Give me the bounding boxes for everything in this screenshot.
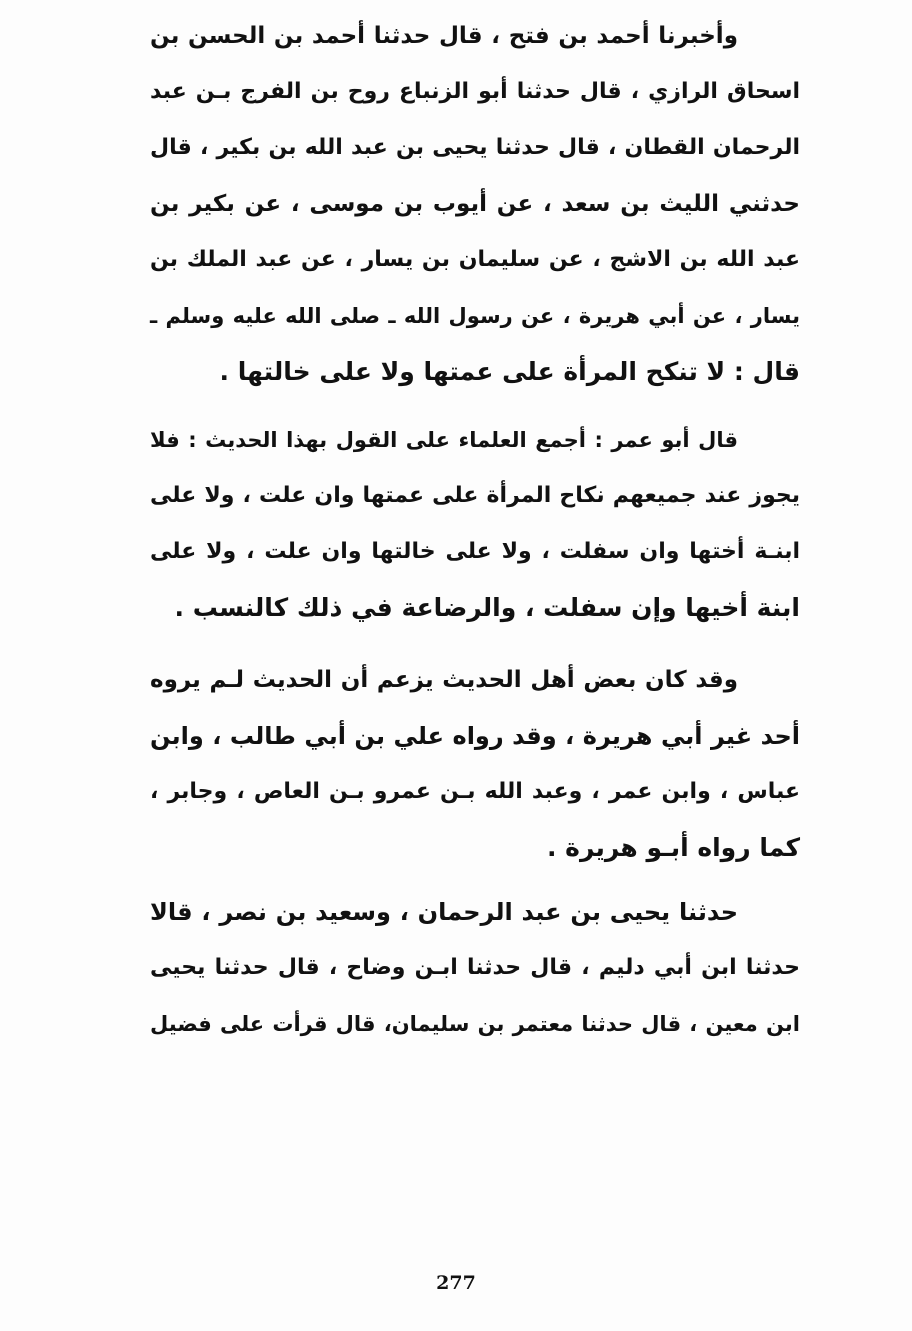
paragraph-hadith-chain (150, 8, 800, 400)
text-line: ابنـة أختها وان سفلت ، ولا على خالتها وان علت ، ولا على (150, 539, 800, 564)
text-line: يسار ، عن أبي هريرة ، عن رسول الله ـ صلى الله عليه وسلم ـ (150, 304, 800, 328)
text-line: يجوز عند جميعهم نكاح المرأة على عمتها وان علت ، ولا على (150, 483, 800, 508)
text-line: الرحمان القطان ، قال حدثنا يحيى بن عبد الله بن بكير ، قال (150, 135, 800, 160)
text-line: وأخبرنا أحمد بن فتح ، قال حدثنا أحمد بن الحسن بن (150, 23, 738, 49)
text-line: كما رواه أبـو هريرة . (546, 833, 800, 862)
text-line: ابنة أخيها وإن سفلت ، والرضاعة في ذلك كالنسب . (174, 593, 800, 622)
text-line: عباس ، وابن عمر ، وعبد الله بـن عمرو بـن العاص ، وجابر ، (150, 779, 800, 804)
text-line: ابن معين ، قال حدثنا معتمر بن سليمان، قال قرأت على فضيل (150, 1012, 800, 1036)
text-line: عبد الله بن الاشج ، عن سليمان بن يسار ، عن عبد الملك بن (150, 247, 800, 272)
text-line: قال : لا تنكح المرأة على عمتها ولا على خالتها . (219, 357, 800, 386)
paragraph-second-chain (150, 884, 800, 1052)
text-line: حدثنا ابن أبي دليم ، قال حدثنا ابـن وضاح ، قال حدثنا يحيى (150, 955, 800, 980)
paragraph-consensus (150, 412, 800, 636)
text-line: أحد غير أبي هريرة ، وقد رواه علي بن أبي طالب ، وابن (150, 722, 800, 750)
text-line: حدثني الليث بن سعد ، عن أيوب بن موسى ، عن بكير بن (150, 191, 800, 217)
page-number: 277 (436, 1272, 476, 1294)
text-line: قال أبو عمر : أجمع العلماء على القول بهذا الحديث : فلا (150, 428, 738, 452)
text-line: وقد كان بعض أهل الحديث يزعم أن الحديث لـم يروه (150, 667, 738, 693)
paragraph-narrators (150, 652, 800, 876)
text-line: اسحاق الرازي ، قال حدثنا أبو الزنباع روح بن الفرج بـن عبد (150, 79, 800, 104)
text-line: حدثنا يحيى بن عبد الرحمان ، وسعيد بن نصر ، قالا (150, 898, 738, 926)
